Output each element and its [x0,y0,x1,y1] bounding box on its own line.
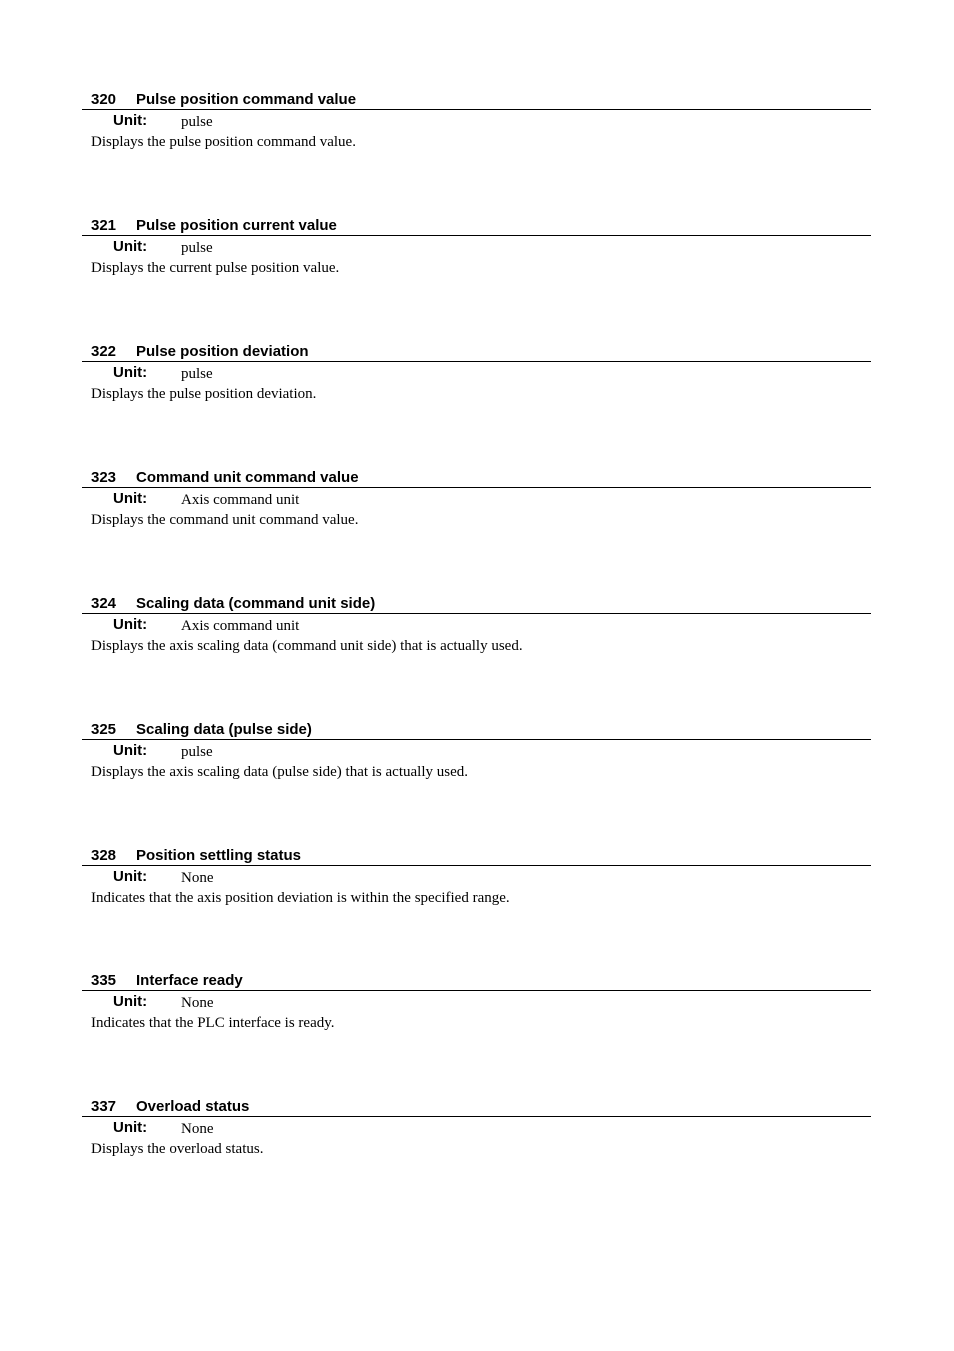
unit-label: Unit: [113,238,148,255]
entry-title: Pulse position current value [136,217,337,234]
entry-title: Pulse position command value [136,91,357,108]
entry-number: 335 [91,972,117,989]
entry-header [82,90,871,110]
parameter-entry-321 [82,216,871,296]
parameter-entry-323 [82,468,871,548]
entry-number: 323 [91,469,117,486]
entry-header [82,971,871,991]
entry-header [82,1097,871,1117]
entry-number: 324 [91,595,117,612]
entry-description: Displays the pulse position command value. [91,134,356,150]
entry-number: 322 [91,343,117,360]
entry-title: Command unit command value [136,469,359,486]
entry-title: Pulse position deviation [136,343,309,360]
entry-header [82,468,871,488]
unit-label: Unit: [113,112,148,129]
unit-value: Axis command unit [181,492,300,508]
entry-number: 337 [91,1098,117,1115]
entry-header [82,216,871,236]
parameter-entry-335 [82,971,871,1051]
unit-label: Unit: [113,742,148,759]
entry-number: 320 [91,91,117,108]
unit-label: Unit: [113,868,148,885]
entry-header [82,594,871,614]
unit-value: pulse [181,366,213,382]
entry-number: 321 [91,217,117,234]
unit-value: None [181,870,214,886]
entry-description: Displays the command unit command value. [91,512,359,528]
unit-row [82,741,871,761]
entry-title: Position settling status [136,847,302,864]
entry-title: Scaling data (command unit side) [136,595,376,612]
entry-header [82,846,871,866]
parameter-entry-320 [82,90,871,170]
unit-row [82,615,871,635]
unit-row [82,1118,871,1138]
unit-row [82,237,871,257]
entry-header [82,342,871,362]
unit-value: None [181,995,214,1011]
unit-row [82,867,871,887]
parameter-entry-325 [82,720,871,800]
entry-title: Overload status [136,1098,250,1115]
unit-value: pulse [181,114,213,130]
parameter-entry-337 [82,1097,871,1177]
entry-description: Displays the axis scaling data (pulse side) that is actually used. [91,764,468,780]
entry-description: Displays the current pulse position value. [91,260,340,276]
entry-description: Displays the overload status. [91,1141,264,1157]
unit-value: pulse [181,744,213,760]
unit-label: Unit: [113,490,148,507]
entry-header [82,720,871,740]
entry-description: Indicates that the axis position deviation is within the specified range. [91,890,510,906]
entry-title: Scaling data (pulse side) [136,721,312,738]
unit-row [82,111,871,131]
entry-description: Displays the pulse position deviation. [91,386,317,402]
unit-row [82,489,871,509]
unit-label: Unit: [113,616,148,633]
entry-title: Interface ready [136,972,243,989]
unit-row [82,992,871,1012]
unit-label: Unit: [113,1119,148,1136]
unit-value: None [181,1121,214,1137]
parameter-entry-324 [82,594,871,674]
entry-number: 328 [91,847,117,864]
parameter-entry-322 [82,342,871,422]
parameter-entry-328 [82,846,871,926]
unit-label: Unit: [113,364,148,381]
entry-number: 325 [91,721,117,738]
unit-value: pulse [181,240,213,256]
entry-description: Indicates that the PLC interface is ready. [91,1015,335,1031]
unit-label: Unit: [113,993,148,1010]
unit-value: Axis command unit [181,618,300,634]
unit-row [82,363,871,383]
entry-description: Displays the axis scaling data (command unit side) that is actually used. [91,638,523,654]
